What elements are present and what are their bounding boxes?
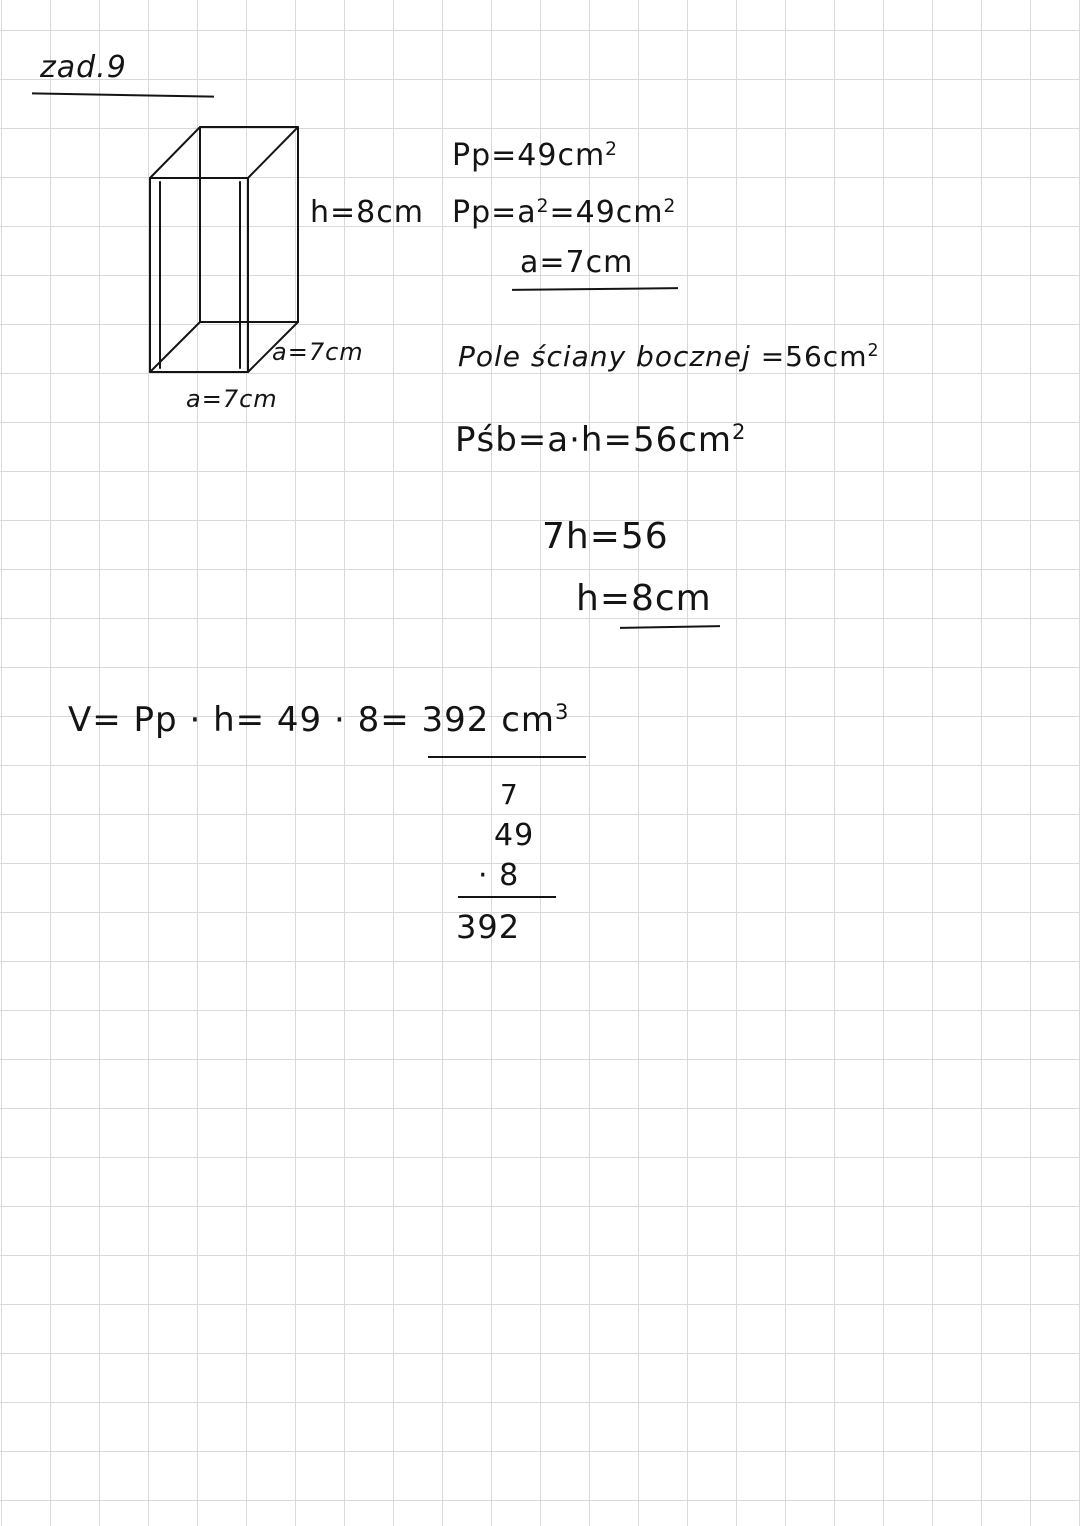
exponent: 2	[536, 195, 550, 217]
base-area-line2-mid: =49cm	[549, 195, 664, 230]
multiplication-operator-line: · 8	[478, 858, 520, 893]
side-face-formula	[455, 420, 746, 460]
height-label: h=8cm	[310, 195, 424, 230]
base-area-line2	[452, 195, 676, 230]
multiplication-result: 392	[456, 908, 521, 946]
exponent: 2	[605, 138, 619, 160]
exponent: 2	[867, 341, 880, 362]
multiplication-underline	[458, 896, 556, 898]
base-area-line1	[452, 138, 618, 173]
exponent: 2	[732, 419, 747, 445]
exponent: 2	[663, 195, 677, 217]
base-area-line2-text: Pp=a	[452, 195, 537, 230]
side-face-label-line	[458, 340, 880, 373]
task-title: zad.9	[40, 50, 127, 85]
side-face-formula-text: Pśb=a·h=56cm	[455, 420, 733, 460]
volume-formula-text: V= Pp · h= 49 · 8= 392 cm	[68, 700, 556, 740]
cuboid-edge	[248, 127, 298, 178]
exponent: 3	[555, 699, 570, 725]
multiplication-top: 49	[494, 818, 535, 853]
side-face-label: Pole ściany bocznej	[458, 340, 751, 373]
cuboid-edge	[150, 127, 200, 178]
base-side-result: a=7cm	[520, 245, 634, 280]
volume-result-underline	[428, 756, 586, 758]
cuboid-edge	[150, 322, 200, 372]
multiplication-carry: 7	[500, 778, 519, 811]
side-face-label-value: =56cm	[760, 340, 868, 373]
width-label: a=7cm	[186, 385, 278, 413]
volume-formula	[68, 700, 569, 740]
height-equation: 7h=56	[542, 516, 669, 557]
height-result: h=8cm	[576, 578, 712, 619]
depth-label: a=7cm	[272, 338, 364, 366]
base-area-line1-text: Pp=49cm	[452, 138, 606, 173]
